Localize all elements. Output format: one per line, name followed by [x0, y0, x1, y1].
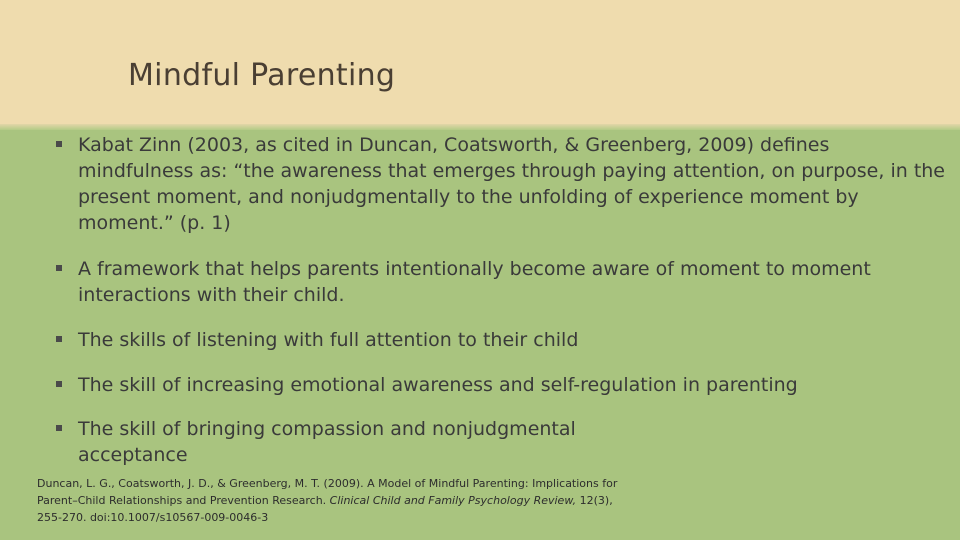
bullet-list [56, 132, 946, 468]
bullet-text: The skill of increasing emotional awareness and self-regulation in parenting [78, 374, 798, 396]
bullet-text: The skill of bringing compassion and nonjudgmental acceptance [78, 418, 576, 466]
bullet-text: The skills of listening with full attention to their child [78, 329, 579, 351]
citation-details: 12(3), 255-270. doi:10.1007/s10567-009-0046-3 [37, 494, 613, 524]
title-band-divider [0, 124, 960, 130]
square-bullet-icon [56, 141, 62, 147]
bullet-text: Kabat Zinn (2003, as cited in Duncan, Coatsworth, & Greenberg, 2009) defines mindfulness as: “the awareness that emerges through paying attention, on purpose, in the present moment, and nonjudgmentally to the unfolding of experience moment by moment.” (p. 1) [78, 134, 945, 234]
square-bullet-icon [56, 381, 62, 387]
square-bullet-icon [56, 336, 62, 342]
slide-title: Mindful Parenting [128, 58, 396, 93]
bullet-text: A framework that helps parents intentionally become aware of moment to moment interactions with their child. [78, 258, 871, 306]
bullet-item-emotional-awareness [56, 372, 946, 398]
square-bullet-icon [56, 265, 62, 271]
reference-citation [37, 475, 637, 526]
bullet-item-listening [56, 327, 946, 353]
square-bullet-icon [56, 425, 62, 431]
bullet-item-compassion [56, 416, 638, 468]
bullet-item-mindfulness-definition [56, 132, 946, 236]
citation-journal: Clinical Child and Family Psychology Review, [329, 494, 577, 507]
bullet-item-framework [56, 256, 946, 308]
citation-authors-title: Duncan, L. G., Coatsworth, J. D., & Greenberg, M. T. (2009). A Model of Mindful Parenting: Implications for Parent–Child Relationships and Prevention Research. [37, 477, 618, 507]
